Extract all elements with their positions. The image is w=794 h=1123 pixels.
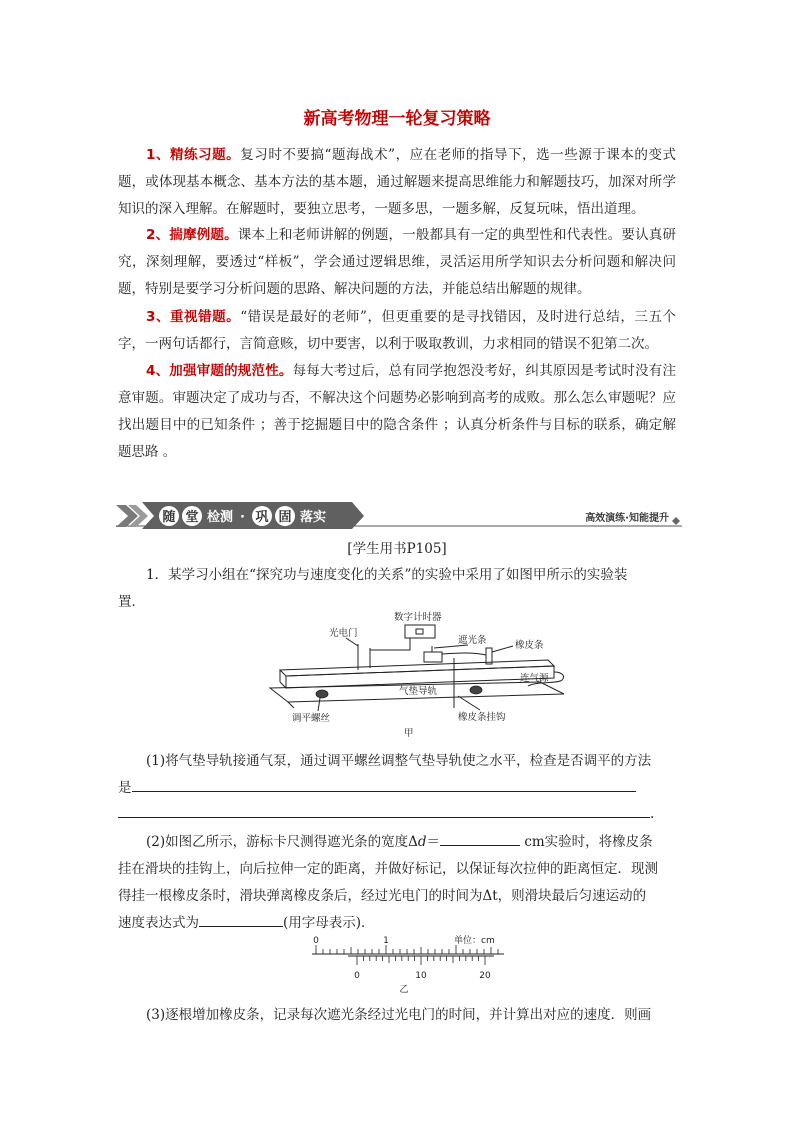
base-front	[288, 702, 294, 708]
vernier-label-0: 0	[354, 971, 360, 981]
figure-apparatus	[258, 608, 578, 740]
banner-char-2: 堂	[185, 510, 199, 525]
screw-right	[470, 686, 482, 694]
vernier-label-20: 20	[479, 971, 491, 981]
q1-part1-line2	[118, 776, 636, 796]
q1-part1-line1: (1)将气垫导轨接通气泵，通过调平螺丝调整气垫导轨使之水平，检查是否调平的方法	[146, 753, 652, 769]
timer-wire	[370, 638, 410, 660]
strategy-3-head: 3、重视错题。	[146, 309, 241, 325]
caption-jia: 甲	[404, 728, 414, 739]
banner-dot: ·	[240, 510, 245, 525]
main-scale-label-0: 0	[313, 936, 319, 946]
q1-part2-var: d	[417, 834, 427, 850]
strategy-4-head: 4、加强审题的规范性。	[146, 363, 293, 379]
figure-vernier	[308, 932, 508, 994]
banner-char-4: 固	[278, 510, 292, 525]
q1-part1-line3	[118, 803, 654, 822]
q1-part2-text-b: cm实验时，将橡皮条	[520, 834, 653, 850]
rubber-holder	[486, 648, 492, 664]
timer-box	[405, 625, 435, 638]
strategy-1-head: 1、精练习题。	[146, 147, 241, 163]
unit-label: 单位：cm	[454, 936, 495, 946]
strategy-4-body: 每每大考过后，总有同学抱怨没考好，纠其原因是考试时没有注意审题。审题决定了成功与否，不解决这个问题势必影响到高考的成败。那么怎么审题呢？应找出题目中的已知条件 ；善于挖掘题目中的隐含条件 ；认真分析条件与目标的联系，确定解题思路 。	[118, 363, 676, 460]
q1-part2-line2: 挂在滑块的挂钩上，向后拉伸一定的距离，并做好标记，以保证每次拉伸的距离恒定．现测	[118, 861, 658, 877]
vernier-label-10: 10	[415, 971, 427, 981]
screw-left	[316, 690, 328, 698]
book-reference: [学生用书P105]	[347, 541, 447, 557]
timer-display	[416, 629, 423, 634]
label-timer: 数字计时器	[394, 612, 442, 623]
q1-part2-lead: 速度表达式为	[118, 915, 199, 931]
section-banner	[116, 499, 682, 533]
page-title: 新高考物理一轮复习策略	[303, 109, 491, 129]
label-hook: 橡皮条挂钩	[458, 712, 506, 723]
label-gate: 光电门	[329, 628, 358, 639]
q1-part2-line3: 得挂一根橡皮条时，滑块弹离橡皮条后，经过光电门的时间为Δt，则滑块最后匀速运动的	[118, 888, 647, 904]
rail-left-bottom	[280, 682, 286, 688]
q1-part2-line1	[146, 830, 653, 850]
strategy-4	[118, 358, 676, 466]
rubber-band	[442, 653, 486, 655]
q1-part3-line1: (3)逐根增加橡皮条，记录每次遮光条经过光电门的时间，并计算出对应的速度．则画	[146, 1007, 652, 1023]
q1-stem-line1: 1．某学习小组在“探究功与速度变化的关系”的实验中采用了如图甲所示的实验装	[146, 567, 628, 583]
main-scale-ticks	[316, 945, 498, 954]
label-rubber: 橡皮条	[515, 640, 544, 651]
label-screw: 调平螺丝	[292, 713, 331, 724]
q1-part2-eq: ＝	[426, 834, 441, 850]
label-shade: 遮光条	[458, 635, 487, 646]
q1-part1-lead: 是	[118, 780, 132, 796]
q1-part1-end: .	[650, 806, 655, 822]
pointer-shade	[434, 645, 468, 648]
q1-stem-line2: 置．	[118, 594, 145, 610]
answer-blank-2[interactable]	[118, 803, 650, 818]
strategy-1	[118, 142, 676, 223]
strategy-2-body: 课本上和老师讲解的例题，一般都具有一定的典型性和代表性。要认真研究，深刻理解，要透过“样板”，学会通过逻辑思维，灵活运用所学知识去分析问题和解决问题，特别是要学习分析问题的思路、解决问题的方法，并能总结出解题的规律。	[118, 227, 676, 297]
answer-blank-width[interactable]	[440, 831, 520, 846]
strategy-2	[118, 222, 676, 303]
banner-right-label: 高效演练·知能提升	[585, 513, 669, 524]
diamond-icon	[672, 517, 680, 525]
apparatus-drawing	[270, 625, 564, 711]
caption-yi: 乙	[399, 985, 409, 994]
strategy-3	[118, 304, 676, 358]
banner-word-1: 检测	[207, 510, 234, 525]
slider-block	[424, 652, 442, 662]
answer-blank-velocity[interactable]	[199, 912, 283, 927]
answer-blank-1[interactable]	[132, 777, 636, 792]
pointer-hook	[458, 696, 480, 710]
pointer-screw	[318, 698, 320, 711]
banner-char-1: 随	[162, 510, 176, 525]
strategy-2-head: 2、揣摩例题。	[146, 227, 238, 243]
pointer-rubber	[492, 646, 513, 652]
strategy-3-body: “错误是最好的老师”，但更重要的是寻找错因，及时进行总结，三五个字，一两句话都行，言简意赅，切中要害，以利于吸取教训，力求相同的错误不犯第二次。	[118, 309, 676, 352]
banner-word-2: 落实	[300, 510, 327, 525]
banner-char-3: 巩	[255, 510, 269, 525]
label-rail: 气垫导轨	[399, 686, 438, 697]
label-air: 连气源	[520, 673, 549, 684]
q1-part2-line4	[118, 911, 375, 931]
pointer-gate	[346, 638, 358, 646]
q1-part2-tail: (用字母表示)．	[283, 915, 375, 931]
q1-part2-text-a: (2)如图乙所示，游标卡尺测得遮光条的宽度Δ	[146, 834, 418, 850]
main-scale-label-1: 1	[383, 936, 389, 946]
strategy-1-body: 复习时不要搞“题海战术”，应在老师的指导下，选一些源于课本的变式题，或体现基本概念、基本方法的基本题，通过解题来提高思维能力和解题技巧，加深对所学知识的深入理解。在解题时，要独立思考，一题多思，一题多解，反复玩味，悟出道理。	[118, 147, 676, 217]
vernier-scale-ticks	[357, 956, 485, 965]
